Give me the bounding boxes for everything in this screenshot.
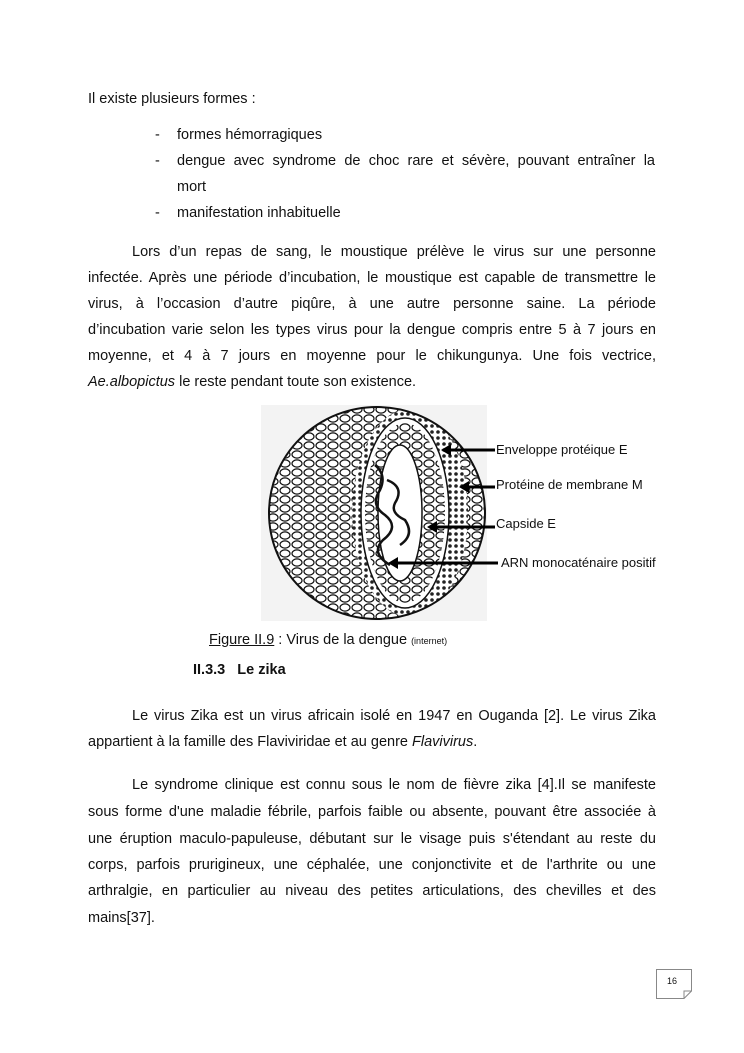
para3-line: sous forme d'une maladie fébrile, parfois faible ou absente, pouvant être associée à [88, 804, 656, 820]
para3-last-line: mains[37]. [88, 910, 155, 926]
para3-line: arthralgie, en particulier au niveau des petites articulations, des chevilles et des [88, 883, 656, 899]
para1-line: d’incubation varie selon les types virus pour la dengue compris entre 5 à 7 jours en [88, 322, 656, 338]
para2-text: appartient à la famille des Flaviviridae et au genre [88, 734, 413, 750]
label-capsid: Capside E [496, 516, 556, 531]
bullet-dash: - [155, 153, 160, 169]
para1-line: moyenne, et 4 à 7 jours en moyenne pour le chikungunya. Une fois vectrice, [88, 348, 656, 364]
figure-caption-text: : Virus de la dengue [274, 632, 412, 648]
para3-line: une éruption maculo-papuleuse, débutant sur le visage puis s'étendant au reste du [88, 831, 656, 847]
section-title: Le zika [237, 662, 286, 678]
bullet-item-1: formes hémorragiques [177, 127, 323, 143]
para2-end: . [473, 734, 478, 750]
para2-line: Le virus Zika est un virus africain isolé en 1947 en Ouganda [2]. Le virus Zika [132, 708, 656, 724]
bullet-item-3: manifestation inhabituelle [177, 205, 341, 221]
label-envelope: Enveloppe protéique E [496, 442, 628, 457]
section-heading [193, 662, 286, 678]
bullet-dash: - [155, 127, 160, 143]
label-membrane: Protéine de membrane M [496, 477, 643, 492]
bullet-item-2-line2: mort [177, 179, 206, 195]
para1-line: Lors d’un repas de sang, le moustique prélève le virus sur une personne [132, 244, 656, 260]
para1-last-line [88, 374, 656, 390]
page-number: 16 [667, 976, 678, 986]
species-name: Ae.albopictus [88, 374, 176, 390]
para1-line-end: le reste pendant toute son existence. [175, 374, 417, 390]
bullet-item-2-line1: dengue avec syndrome de choc rare et sévère, pouvant entraîner la [177, 153, 655, 169]
para1-line: virus, à l’occasion d’autre piqûre, à une autre personne saine. La période [88, 296, 656, 312]
figure-caption [209, 632, 447, 648]
label-rna: ARN monocaténaire positif [501, 555, 656, 570]
figure-number: Figure II.9 [209, 632, 275, 648]
arrow-rna [380, 550, 500, 580]
bullet-dash: - [155, 205, 160, 221]
para3-line: Le syndrome clinique est connu sous le nom de fièvre zika [4].Il se manifeste [132, 777, 656, 793]
genus-name: Flavivirus [412, 734, 474, 750]
figure-source: (internet) [411, 636, 448, 646]
intro-text: Il existe plusieurs formes : [88, 91, 256, 107]
para3-line: corps, parfois prurigineux, une céphalée, une conjonctivite et de l'arthrite ou une [88, 857, 656, 873]
para2-last-line [88, 734, 656, 750]
section-number: II.3.3 [193, 662, 226, 678]
virus-diagram [255, 405, 495, 625]
para1-line: infectée. Après une période d’incubation, le moustique est capable de transmettre le [88, 270, 656, 286]
